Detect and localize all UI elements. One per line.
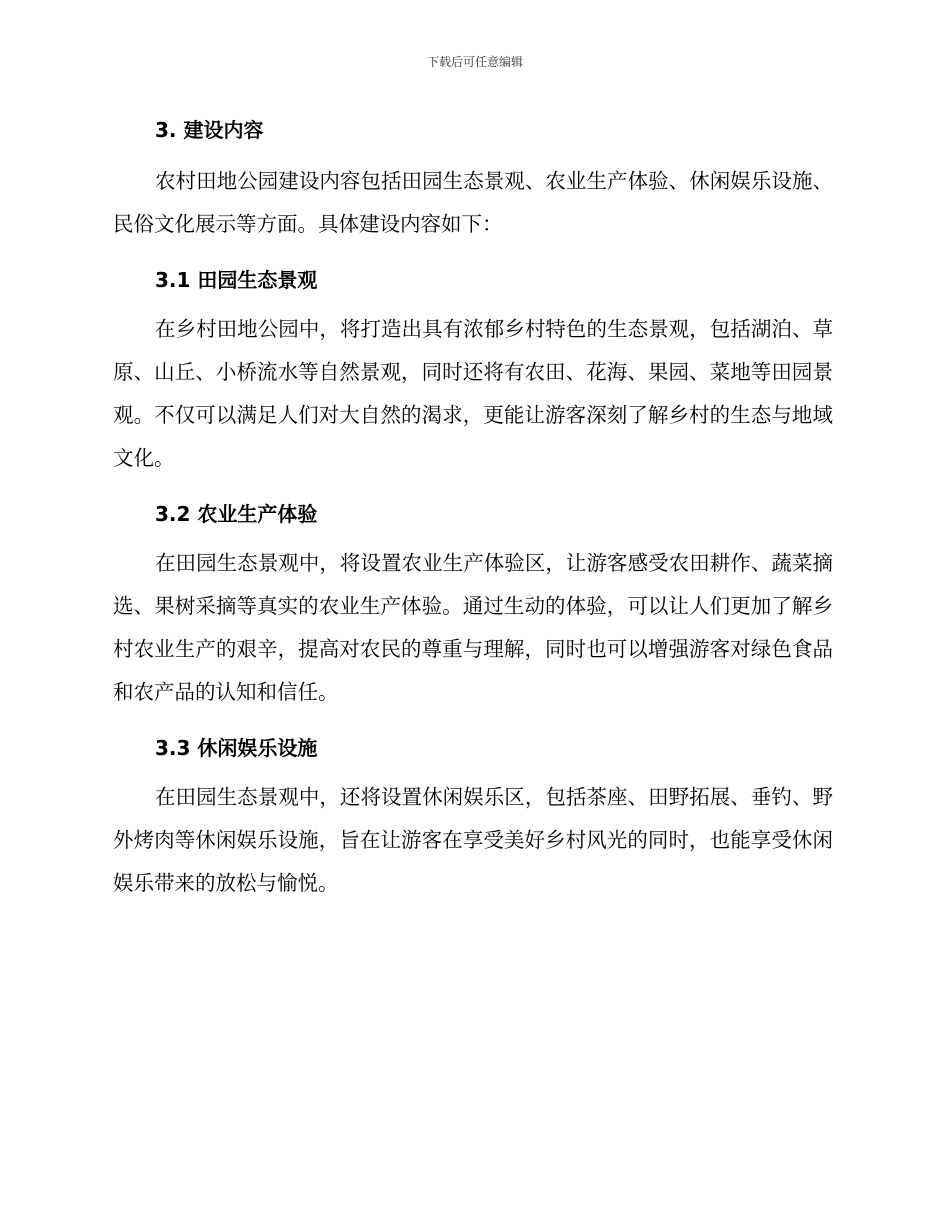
page-header: 下载后可任意编辑: [426, 55, 523, 69]
document-content: [113, 112, 833, 905]
subsection-paragraph-3-2: 在田园生态景观中，将设置农业生产体验区，让游客感受农田耕作、蔬菜摘选、果树采摘等真实的农业生产体验。通过生动的体验，可以让人们更加了解乡村农业生产的艰辛，提高对农民的尊重与理解，同时也可以增强游客对绿色食品和农产品的认知和信任。: [113, 551, 833, 704]
subsection-heading-3-1: 3.1 田园生态景观: [155, 268, 318, 292]
section-intro-paragraph: 农村田地公园建设内容包括田园生态景观、农业生产体验、休闲娱乐设施、民俗文化展示等方面。具体建设内容如下：: [113, 169, 833, 236]
subsection-heading-3-2: 3.2 农业生产体验: [155, 502, 318, 526]
subsection-paragraph-3-3: 在田园生态景观中，还将设置休闲娱乐区，包括茶座、田野拓展、垂钓、野外烤肉等休闲娱乐设施，旨在让游客在享受美好乡村风光的同时，也能享受休闲娱乐带来的放松与愉悦。: [113, 785, 833, 895]
subsection-heading-3-3: 3.3 休闲娱乐设施: [155, 736, 318, 760]
subsection-paragraph-3-1: 在乡村田地公园中，将打造出具有浓郁乡村特色的生态景观，包括湖泊、草原、山丘、小桥流水等自然景观，同时还将有农田、花海、果园、菜地等田园景观。不仅可以满足人们对大自然的渴求，更能让游客深刻了解乡村的生态与地域文化。: [113, 317, 833, 470]
section-heading: 3. 建设内容: [155, 118, 264, 142]
